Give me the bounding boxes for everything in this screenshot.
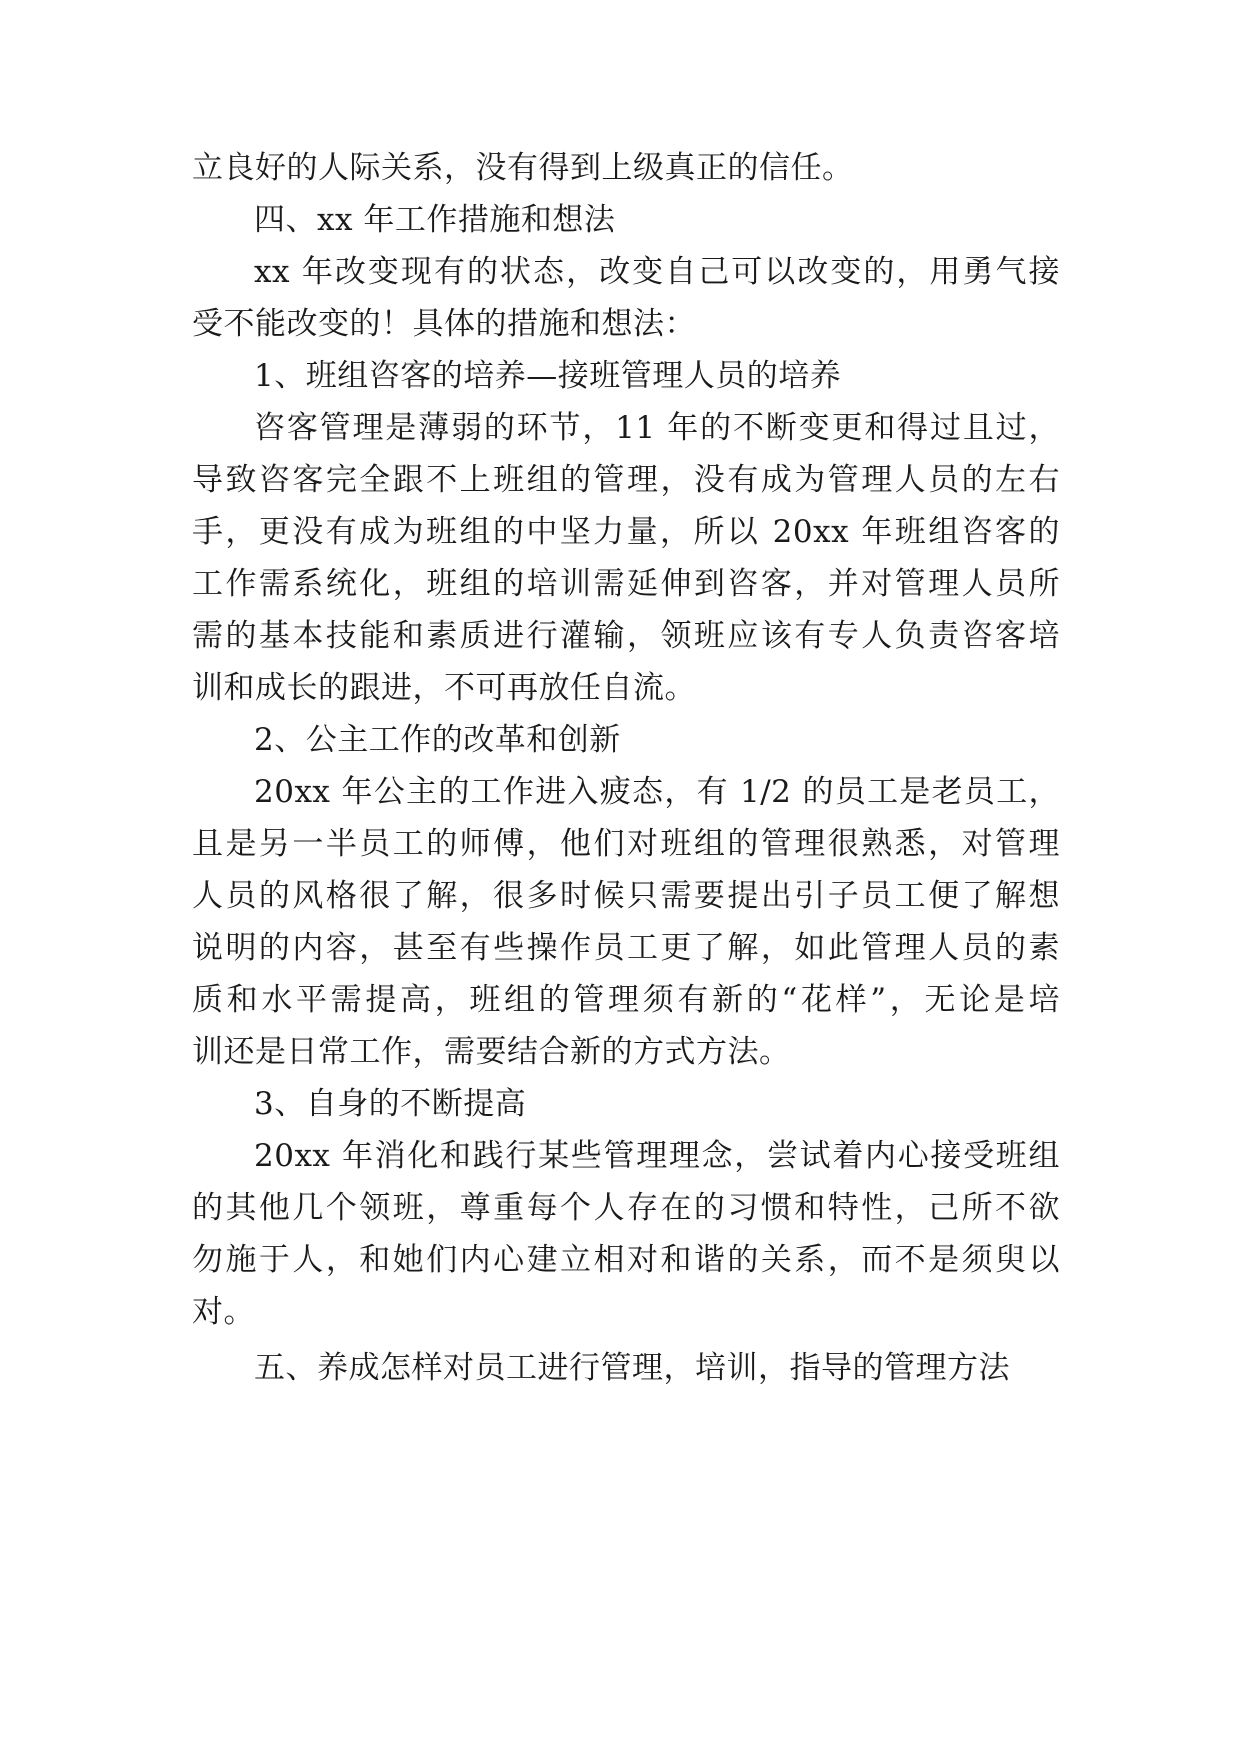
body-text-line: 说明的内容，甚至有些操作员工更了解，如此管理人员的素	[192, 930, 1060, 966]
body-text-line: 手，更没有成为班组的中坚力量，所以 20xx 年班组咨客的	[192, 514, 1060, 550]
body-text-line: 受不能改变的！具体的措施和想法：	[192, 306, 696, 342]
body-text-line: 勿施于人，和她们内心建立相对和谐的关系，而不是须臾以	[192, 1242, 1060, 1278]
section-heading: 四、xx 年工作措施和想法	[254, 202, 616, 238]
body-text-line: 训还是日常工作，需要结合新的方式方法。	[192, 1034, 791, 1070]
body-text-line: 的其他几个领班，尊重每个人存在的习惯和特性，己所不欲	[192, 1190, 1060, 1226]
body-text-line: 导致咨客完全跟不上班组的管理，没有成为管理人员的左右	[192, 462, 1060, 498]
body-text-line: 20xx 年公主的工作进入疲态，有 1/2 的员工是老员工，	[254, 774, 1060, 810]
body-text-line: 人员的风格很了解，很多时候只需要提出引子员工便了解想	[192, 878, 1060, 914]
body-text-line: 立良好的人际关系，没有得到上级真正的信任。	[192, 150, 854, 186]
body-text-line: 咨客管理是薄弱的环节，11 年的不断变更和得过且过，	[254, 410, 1060, 446]
subsection-heading: 3、自身的不断提高	[254, 1086, 527, 1122]
body-text-line: 工作需系统化，班组的培训需延伸到咨客，并对管理人员所	[192, 566, 1060, 602]
body-text-line: 需的基本技能和素质进行灌输，领班应该有专人负责咨客培	[192, 618, 1060, 654]
body-text-line: 且是另一半员工的师傅，他们对班组的管理很熟悉，对管理	[192, 826, 1060, 862]
section-heading: 五、养成怎样对员工进行管理，培训，指导的管理方法	[254, 1350, 1010, 1386]
body-text-line: 质和水平需提高，班组的管理须有新的“花样”，无论是培	[192, 982, 1060, 1018]
body-text-line: xx 年改变现有的状态，改变自己可以改变的，用勇气接	[254, 254, 1060, 290]
subsection-heading: 2、公主工作的改革和创新	[254, 722, 621, 758]
body-text-line: 对。	[192, 1294, 255, 1330]
body-text-line: 20xx 年消化和践行某些管理理念，尝试着内心接受班组	[254, 1138, 1060, 1174]
subsection-heading: 1、班组咨客的培养—接班管理人员的培养	[254, 358, 842, 394]
body-text-line: 训和成长的跟进，不可再放任自流。	[192, 670, 696, 706]
